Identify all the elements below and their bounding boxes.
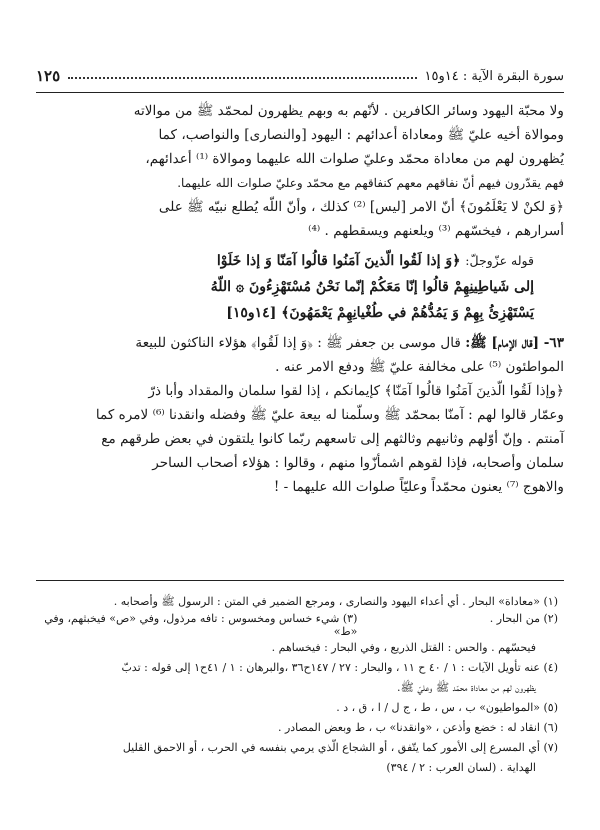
text-line: فهم يقدّرون فيهم أنّ نفاقهم معهم كنفاقهم مع محمّد وعليّ صلوات الله عليهما. — [177, 176, 564, 190]
running-title: سورة البقرة الآية : ١٤و١٥ — [424, 68, 564, 84]
hadith-text: قال موسى بن جعفر ﷺ : ﴿وَ إذا لَقُوا﴾ هؤلاء الناكثون للبيعة — [135, 335, 461, 351]
hadith-number-label: ٦٣- [قال الإمام] ﷺ: — [465, 335, 564, 351]
footnote-row — [30, 612, 558, 638]
footnote-rule — [36, 580, 564, 581]
footnote: (١) «معاداة» البحار . أي أعداء اليهود والنصارى ، ومرجع الضمير في المتن : الرسول ﷺ وأصحابه . — [113, 595, 558, 608]
footnote-continuation: فيحسّهم . والحس : القتل الذريع ، وفي البحار : فيخساهم . — [271, 641, 536, 654]
verse-line: إلى شَياطِينِهِمْ قالُوا إنّا مَعَكُمْ إنّما نَحْنُ مُسْتَهْزِءُونَ ۞ اللّهُ — [210, 279, 534, 295]
header-rule — [36, 92, 564, 93]
text-line: ولا محبّة اليهود وسائر الكافرين . لأنّهم به وبهم يظهرون لمحمّد ﷺ من موالاته — [133, 103, 564, 119]
footnote: (٥) «المواطيون» ب ، س ، ط ، ج ل / ا ، ق ، د . — [336, 701, 558, 714]
footnote: (٤) عنه تأويل الآيات : ١ / ٤٠ ح ١١ ، والبحار : ٢٧ / ١٤٧ح٣٦ ،والبرهان : ١ / ٤١ح١ إلى قوله : تدبّ — [121, 661, 558, 674]
header-dotted-leader — [68, 77, 416, 79]
text-line: وعمّار قالوا لهم : آمنّا بمحمّد ﷺ وسلّمنا له بيعة عليّ ﷺ وفضله وانقدنا ⁽⁶⁾ لامره كما — [95, 407, 564, 423]
text-line: ﴿وَ لكنْ لا يَعْلَمُونَ﴾ أنّ الامر [ليس] ⁽²⁾ كذلك ، وأنّ اللّه يُطلع نبيّه ﷺ على — [158, 199, 564, 215]
footnote: (٦) انقاد له : خضع وأذعن ، «وانقدنا» ب ، ط وبعض المصادر . — [277, 721, 558, 734]
text-line: وموالاة أخيه عليّ ﷺ ومعاداة أعدائهم : اليهود [والنصارى] والنواصب، كما — [158, 127, 564, 143]
main-text — [30, 100, 564, 500]
text-line: سلمان وأصحابه، فإذا لقوهم اشمأزّوا منهم ، وقالوا : هؤلاء أصحاب الساحر — [152, 455, 564, 471]
text-line: يُظهرون لهم من معاداة محمّد وعليّ صلوات الله عليهما وموالاة ⁽¹⁾ أعدائهم، — [145, 151, 564, 167]
verse-line: يَسْتَهْزِئُ بِهِمْ وَ يَمُدُّهُمْ في طُغْيانِهِمْ يَعْمَهُونَ﴾ [١٤و١٥] — [226, 305, 534, 321]
footnote-continuation: يظهرون لهم من معاداة محمّد ﷺ وعليّ ﷺ. — [397, 681, 536, 694]
quote-intro: قوله عزّوجلّ: — [465, 253, 534, 268]
running-header — [36, 66, 564, 86]
text-line: آمنتم . وإنّ أوّلهم وثانيهم وثالثهم إلى تاسعهم ربّما كانوا يلتقون في بعض طرقهم مع — [101, 431, 564, 447]
footnotes — [30, 592, 558, 778]
hadith-line — [30, 332, 564, 354]
footnote: (٣) شيء خساس ومخسوس : تافه مرذول، وفي «ص» فيخبثهم، وفي «ط» — [44, 612, 358, 638]
verse-line: ﴿وَ إذا لَقُوا الّذينَ آمَنُوا قالُوا آمَنّا وَ إذا خَلَوْا — [216, 253, 461, 269]
footnote: (٢) من البحار . — [489, 612, 558, 625]
quran-quote — [30, 248, 564, 326]
footnote: (٧) أي المسرع إلى الأمور كما يتّفق ، أو الشجاع الّذي يرمي بنفسه في الحرب ، أو الاحمق القليل — [122, 741, 558, 754]
text-line: أسرارهم ، فيخسّهم ⁽³⁾ ويلعنهم ويسقطهم . ⁽⁴⁾ — [308, 223, 564, 239]
page-number: ١٢٥ — [36, 67, 61, 85]
text-line: المواطئون ⁽⁵⁾ على مخالفة عليّ ﷺ ودفع الامر عنه . — [275, 359, 564, 375]
footnote-continuation: الهداية . (لسان العرب : ٢ / ٣٩٤) — [386, 761, 536, 774]
text-line: ﴿وإذا لَقُوا الّذينَ آمَنُوا قالُوا آمَنّا﴾ كإيمانكم ، إذا لقوا سلمان والمقداد وأبا ذرّ — [148, 383, 564, 399]
text-line: والاهوج ⁽⁷⁾ يعنون محمّداً وعليّاً صلوات الله عليهما - ! — [273, 479, 564, 495]
